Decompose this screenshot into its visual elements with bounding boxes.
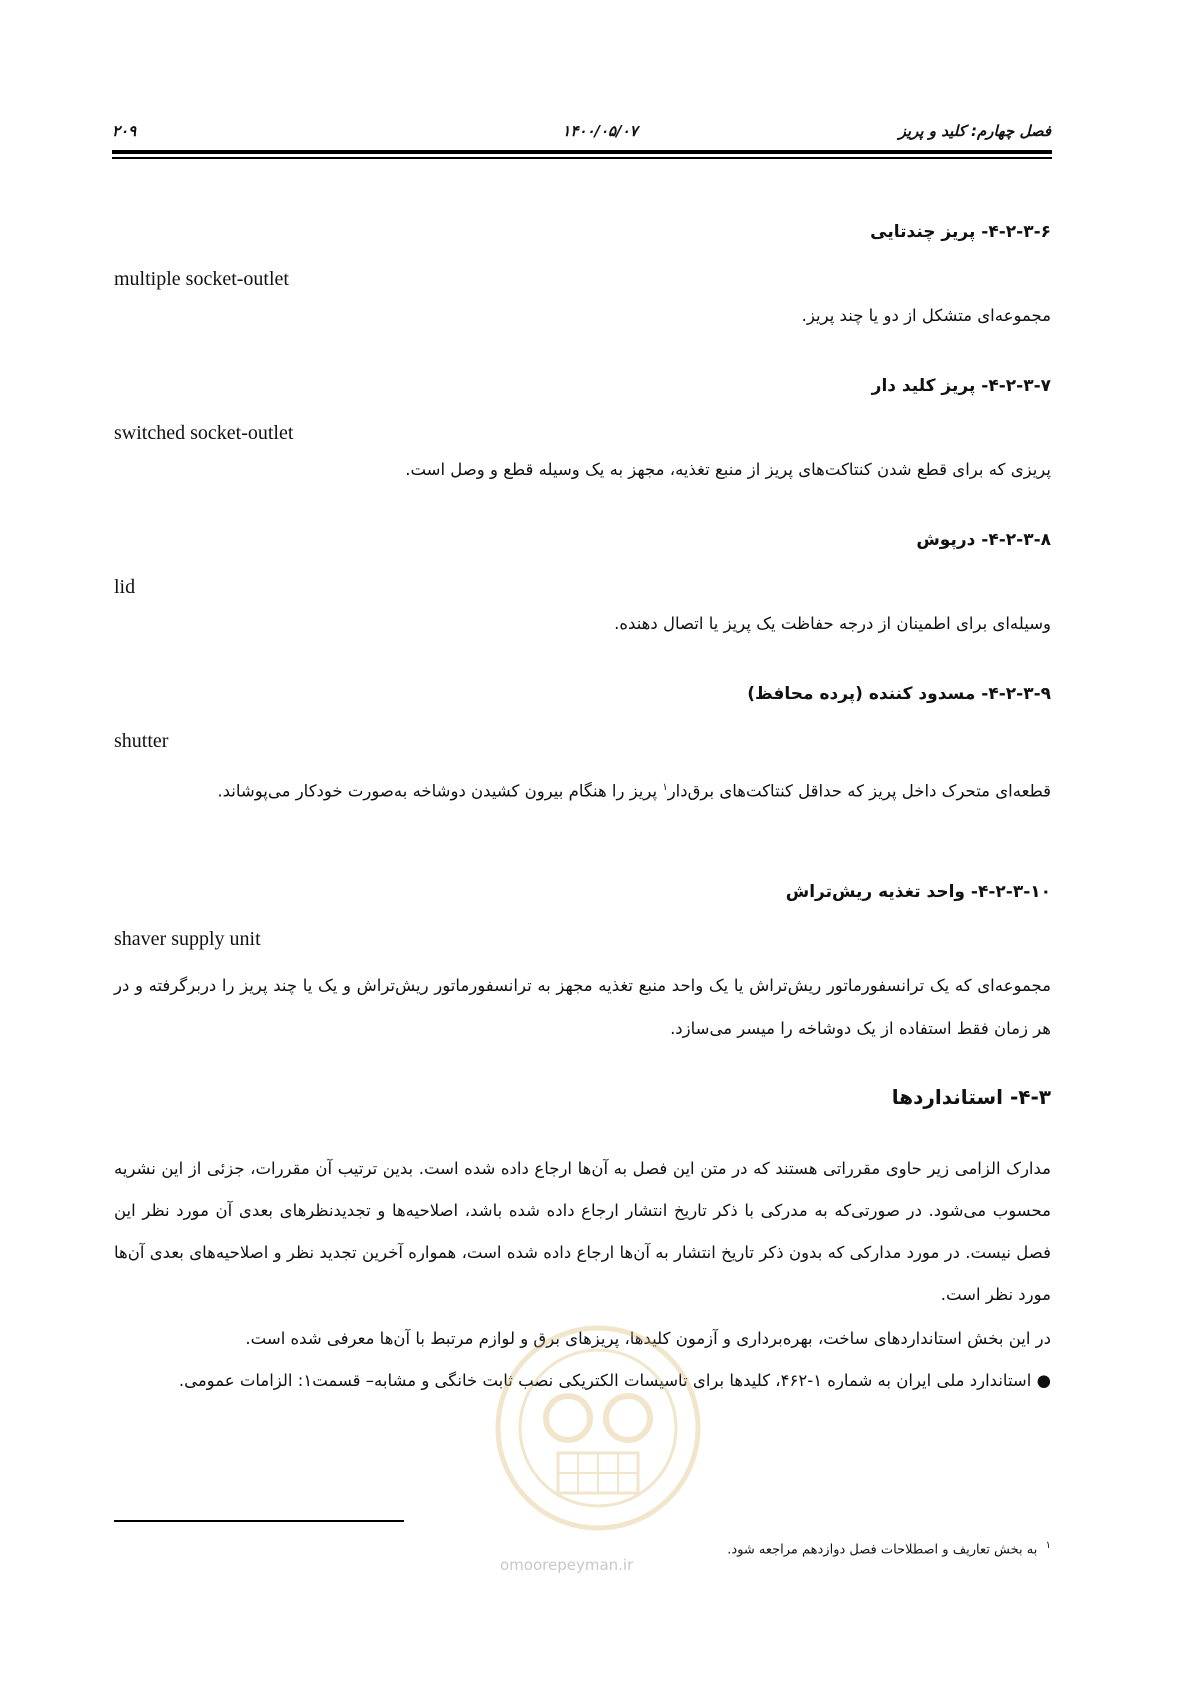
header-rule-thick (112, 150, 1052, 154)
section-paragraph-2: در این بخش استانداردهای ساخت، بهره‌برداری و آزمون کلیدها، پریزهای برق و لوازم مرتبط با آن‌ها معرفی شده است. (245, 1329, 1051, 1348)
definition-text-9-part1: قطعه‌ای متحرک داخل پریز که حداقل کنتاکت‌های برق‌دار (667, 781, 1051, 801)
standard-list-item-text: استاندارد ملی ایران به شماره ۱-۴۶۲، کلیدها برای تاسیسات الکتریکی نصب ثابت خانگی و مشابه– قسمت۱: الزامات عمومی. (178, 1371, 1032, 1390)
footnote-marker: ۱ (1045, 1540, 1051, 1551)
definition-english-8: lid (114, 576, 136, 598)
definition-text-6: مجموعه‌ای متشکل از دو یا چند پریز. (801, 306, 1051, 325)
watermark-url: omoorepeyman.ir (500, 1556, 634, 1574)
definition-english-9: shutter (114, 730, 169, 752)
definition-text-10: مجموعه‌ای که یک ترانسفورماتور ریش‌تراش یا یک واحد منبع تغذیه مجهز به ترانسفورماتور ریش‌تراش و یک یا چند پریز را دربرگرفته و در هر زمان فقط استفاده از یک دوشاخه را میسر می‌سازد. (114, 976, 1051, 1038)
bullet-icon: ● (1031, 1371, 1051, 1390)
header-page-number: ۲۰۹ (112, 122, 137, 140)
definition-heading-9: ۴-۲-۳-۹- مسدود کننده (پرده محافظ) (747, 684, 1051, 704)
definition-text-9-part2: پریز را هنگام بیرون کشیدن دوشاخه به‌صورت خودکار می‌پوشاند. (217, 781, 663, 801)
definition-text-9 (114, 766, 1051, 813)
definition-text-7: پریزی که برای قطع شدن کنتاکت‌های پریز از منبع تغذیه، مجهز به یک وسیله قطع و وصل است. (405, 460, 1051, 479)
definition-english-6: multiple socket-outlet (114, 268, 289, 290)
section-title: ۴-۳- استانداردها (891, 1085, 1051, 1109)
definition-english-7: switched socket-outlet (114, 422, 294, 444)
definition-heading-8: ۴-۲-۳-۸- درپوش (916, 530, 1051, 550)
footnote-reference[interactable]: ۱ (662, 782, 668, 793)
definition-english-10: shaver supply unit (114, 928, 261, 950)
definition-heading-6: ۴-۲-۳-۶- پریز چندتایی (870, 222, 1051, 242)
footnote-text: به بخش تعاریف و اصطلاحات فصل دوازدهم مراجعه شود. (727, 1542, 1038, 1558)
section-paragraph-1: مدارک الزامی زیر حاوی مقرراتی هستند که در متن این فصل به آن‌ها ارجاع داده شده است. بدین ترتیب آن مقررات، جزئی از این نشریه محسوب می‌شود. در صورتی‌که به مدرکی با ذکر تاریخ انتشار ارجاع داده شده باشد، اصلاحیه‌ها و تجدیدنظرهای بعدی آن مورد نظر این فصل نیست. در مورد مدارکی که بدون ذکر تاریخ انتشار به آن‌ها ارجاع داده شده است، همواره آخرین تجدید نظر و اصلاحیه‌های بعدی آن‌ها مورد نظر است. (114, 1159, 1051, 1304)
header-rule-thin (112, 157, 1052, 159)
header-chapter-title: فصل چهارم: کلید و پریز (898, 122, 1051, 140)
watermark-seal-icon (488, 1318, 708, 1538)
definition-heading-10: ۴-۲-۳-۱۰- واحد تغذیه ریش‌تراش (785, 882, 1051, 902)
definition-heading-7: ۴-۲-۳-۷- پریز کلید دار (871, 376, 1051, 396)
footnote-separator (114, 1520, 404, 1522)
footnote (727, 1540, 1051, 1557)
header-date: ۱۴۰۰/۰۵/۰۷ (562, 122, 638, 140)
definition-text-8: وسیله‌ای برای اطمینان از درجه حفاظت یک پریز یا اتصال دهنده. (614, 614, 1051, 633)
